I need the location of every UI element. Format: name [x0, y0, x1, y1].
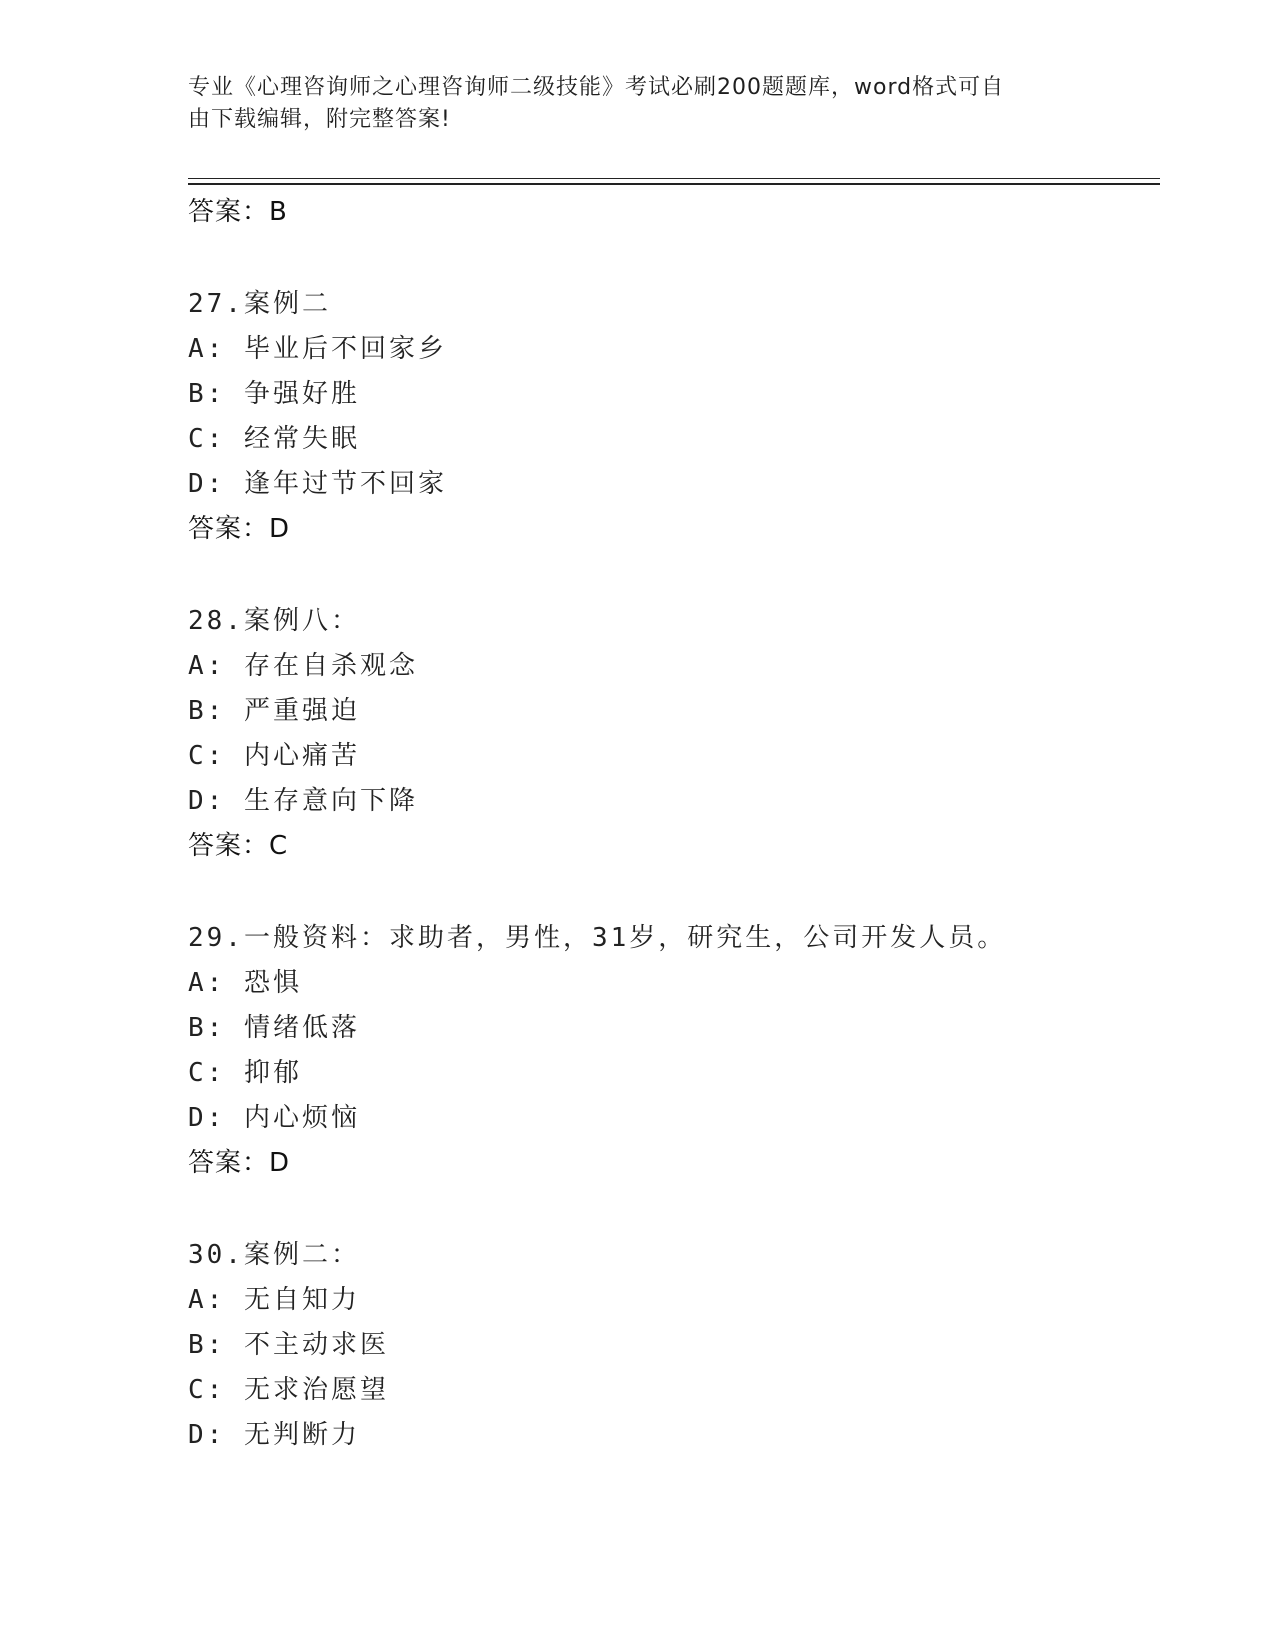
option-c: C: 无求治愿望 — [188, 1375, 389, 1405]
question-title: 30.案例二： — [188, 1240, 360, 1270]
option-b: B: 不主动求医 — [188, 1330, 389, 1360]
option-c: C: 抑郁 — [188, 1058, 302, 1088]
header-line-2: 由下载编辑，附完整答案! — [188, 107, 451, 132]
spacer — [188, 869, 1148, 916]
option-d: D: 生存意向下降 — [188, 786, 418, 816]
spacer — [188, 235, 1148, 282]
answer-line: 答案：C — [188, 831, 289, 861]
question-title: 28.案例八： — [188, 606, 360, 636]
question-block — [188, 1233, 1148, 1458]
header-divider-thin — [188, 178, 1160, 179]
answer-line: 答案：D — [188, 1148, 291, 1178]
option-c: C: 经常失眠 — [188, 424, 360, 454]
option-a: A: 无自知力 — [188, 1285, 360, 1315]
question-title: 27.案例二 — [188, 289, 331, 319]
option-b: B: 情绪低落 — [188, 1013, 360, 1043]
option-a: A: 存在自杀观念 — [188, 651, 418, 681]
answer-line: 答案：B — [188, 197, 288, 227]
question-block — [188, 916, 1148, 1186]
answer-line: 答案：D — [188, 514, 291, 544]
option-a: A: 恐惧 — [188, 968, 302, 998]
spacer — [188, 552, 1148, 599]
spacer — [188, 1186, 1148, 1233]
header-line-1: 专业《心理咨询师之心理咨询师二级技能》考试必刷200题题库，word格式可自 — [188, 75, 1005, 100]
option-d: D: 逢年过节不回家 — [188, 469, 447, 499]
question-title: 29.一般资料：求助者，男性，31岁，研究生，公司开发人员。 — [188, 923, 1007, 953]
header-divider-thick — [188, 183, 1160, 185]
option-b: B: 严重强迫 — [188, 696, 360, 726]
question-block — [188, 599, 1148, 869]
option-c: C: 内心痛苦 — [188, 741, 360, 771]
option-d: D: 内心烦恼 — [188, 1103, 360, 1133]
option-b: B: 争强好胜 — [188, 379, 360, 409]
option-d: D: 无判断力 — [188, 1420, 360, 1450]
option-a: A: 毕业后不回家乡 — [188, 334, 447, 364]
document-header — [188, 72, 1088, 136]
question-list — [188, 190, 1148, 1458]
question-block — [188, 282, 1148, 552]
